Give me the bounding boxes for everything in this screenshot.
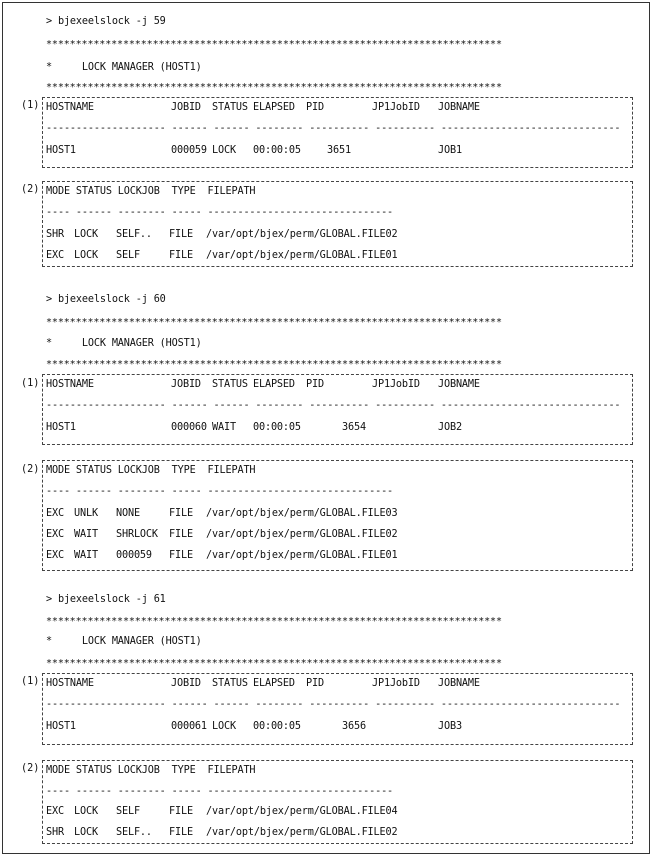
lock-lockjob: SHRLOCK <box>116 529 158 540</box>
col-hostname: HOSTNAME <box>46 678 94 689</box>
job-elapsed: 00:00:05 <box>253 422 301 433</box>
lock-lockjob: NONE <box>116 508 140 519</box>
col-jp1jobid: JP1JobID <box>372 102 420 113</box>
col-pid: PID <box>306 678 324 689</box>
lock-status: LOCK <box>74 827 98 838</box>
callout-label-1: (1) <box>21 100 40 111</box>
lock-header: MODE STATUS LOCKJOB TYPE FILEPATH <box>46 765 256 776</box>
col-elapsed: ELAPSED <box>253 102 295 113</box>
job-elapsed: 00:00:05 <box>253 721 301 732</box>
col-jobname: JOBNAME <box>438 678 480 689</box>
lock-filepath: /var/opt/bjex/perm/GLOBAL.FILE01 <box>206 550 398 561</box>
lock-filepath: /var/opt/bjex/perm/GLOBAL.FILE02 <box>206 827 398 838</box>
stars-separator: ***************************************************************************** <box>46 40 502 50</box>
col-status: STATUS <box>212 678 248 689</box>
lock-manager-title: * LOCK MANAGER (HOST1) <box>46 338 202 349</box>
lock-info-box <box>42 760 633 844</box>
col-jp1jobid: JP1JobID <box>372 379 420 390</box>
job-info-box <box>42 374 633 445</box>
lock-filepath: /var/opt/bjex/perm/GLOBAL.FILE03 <box>206 508 398 519</box>
lock-filepath: /var/opt/bjex/perm/GLOBAL.FILE02 <box>206 229 398 240</box>
lock-info-box <box>42 181 633 267</box>
command-line: > bjexeelslock -j 59 <box>46 16 166 27</box>
lock-mode: EXC <box>46 529 64 540</box>
lock-mode: EXC <box>46 508 64 519</box>
lock-type: FILE <box>169 827 193 838</box>
col-jobid: JOBID <box>171 102 201 113</box>
lock-lockjob: SELF <box>116 250 140 261</box>
callout-label-1: (1) <box>21 378 40 389</box>
col-hostname: HOSTNAME <box>46 379 94 390</box>
lock-separator: ---- ------ -------- ----- ------------------------------- <box>46 207 394 218</box>
stars-separator: ***************************************************************************** <box>46 617 502 627</box>
col-elapsed: ELAPSED <box>253 678 295 689</box>
lock-status: WAIT <box>74 550 98 561</box>
job-status: WAIT <box>212 422 236 433</box>
callout-label-2: (2) <box>21 763 40 774</box>
lock-header: MODE STATUS LOCKJOB TYPE FILEPATH <box>46 465 256 476</box>
stars-separator: ***************************************************************************** <box>46 318 502 328</box>
header-separator: -------------------- ------ ------ -------- ---------- ---------- ------------------------------ <box>46 400 621 411</box>
job-hostname: HOST1 <box>46 721 76 732</box>
lock-info-box <box>42 460 633 571</box>
job-jobname: JOB2 <box>438 422 462 433</box>
job-hostname: HOST1 <box>46 145 76 156</box>
header-separator: -------------------- ------ ------ -------- ---------- ---------- ------------------------------ <box>46 699 621 710</box>
callout-label-2: (2) <box>21 464 40 475</box>
stars-separator: ***************************************************************************** <box>46 659 502 669</box>
lock-status: WAIT <box>74 529 98 540</box>
stars-separator: ***************************************************************************** <box>46 83 502 93</box>
col-hostname: HOSTNAME <box>46 102 94 113</box>
col-status: STATUS <box>212 379 248 390</box>
callout-label-2: (2) <box>21 184 40 195</box>
col-status: STATUS <box>212 102 248 113</box>
lock-type: FILE <box>169 529 193 540</box>
lock-header: MODE STATUS LOCKJOB TYPE FILEPATH <box>46 186 256 197</box>
job-jobid: 000061 <box>171 721 207 732</box>
job-info-box <box>42 97 633 168</box>
lock-lockjob: SELF <box>116 806 140 817</box>
lock-mode: EXC <box>46 550 64 561</box>
job-status: LOCK <box>212 145 236 156</box>
col-elapsed: ELAPSED <box>253 379 295 390</box>
job-pid: 3654 <box>342 422 366 433</box>
lock-lockjob: SELF.. <box>116 229 152 240</box>
lock-mode: SHR <box>46 827 64 838</box>
lock-type: FILE <box>169 806 193 817</box>
job-jobid: 000060 <box>171 422 207 433</box>
lock-filepath: /var/opt/bjex/perm/GLOBAL.FILE01 <box>206 250 398 261</box>
lock-type: FILE <box>169 229 193 240</box>
job-pid: 3656 <box>342 721 366 732</box>
lock-status: LOCK <box>74 806 98 817</box>
stars-separator: ***************************************************************************** <box>46 360 502 370</box>
col-jobname: JOBNAME <box>438 102 480 113</box>
lock-status: UNLK <box>74 508 98 519</box>
col-pid: PID <box>306 102 324 113</box>
command-line: > bjexeelslock -j 61 <box>46 594 166 605</box>
job-elapsed: 00:00:05 <box>253 145 301 156</box>
job-hostname: HOST1 <box>46 422 76 433</box>
lock-mode: EXC <box>46 806 64 817</box>
lock-type: FILE <box>169 550 193 561</box>
col-pid: PID <box>306 379 324 390</box>
lock-type: FILE <box>169 250 193 261</box>
lock-filepath: /var/opt/bjex/perm/GLOBAL.FILE04 <box>206 806 398 817</box>
job-info-box <box>42 673 633 745</box>
lock-manager-title: * LOCK MANAGER (HOST1) <box>46 62 202 73</box>
lock-type: FILE <box>169 508 193 519</box>
header-separator: -------------------- ------ ------ -------- ---------- ---------- ------------------------------ <box>46 123 621 134</box>
job-jobid: 000059 <box>171 145 207 156</box>
lock-manager-title: * LOCK MANAGER (HOST1) <box>46 636 202 647</box>
col-jobid: JOBID <box>171 379 201 390</box>
col-jobid: JOBID <box>171 678 201 689</box>
lock-mode: SHR <box>46 229 64 240</box>
col-jp1jobid: JP1JobID <box>372 678 420 689</box>
lock-separator: ---- ------ -------- ----- ------------------------------- <box>46 786 394 797</box>
lock-status: LOCK <box>74 229 98 240</box>
lock-mode: EXC <box>46 250 64 261</box>
lock-lockjob: 000059 <box>116 550 152 561</box>
command-line: > bjexeelslock -j 60 <box>46 294 166 305</box>
lock-status: LOCK <box>74 250 98 261</box>
job-pid: 3651 <box>327 145 351 156</box>
job-jobname: JOB1 <box>438 145 462 156</box>
lock-lockjob: SELF.. <box>116 827 152 838</box>
job-status: LOCK <box>212 721 236 732</box>
lock-filepath: /var/opt/bjex/perm/GLOBAL.FILE02 <box>206 529 398 540</box>
job-jobname: JOB3 <box>438 721 462 732</box>
col-jobname: JOBNAME <box>438 379 480 390</box>
lock-separator: ---- ------ -------- ----- ------------------------------- <box>46 486 394 497</box>
callout-label-1: (1) <box>21 676 40 687</box>
